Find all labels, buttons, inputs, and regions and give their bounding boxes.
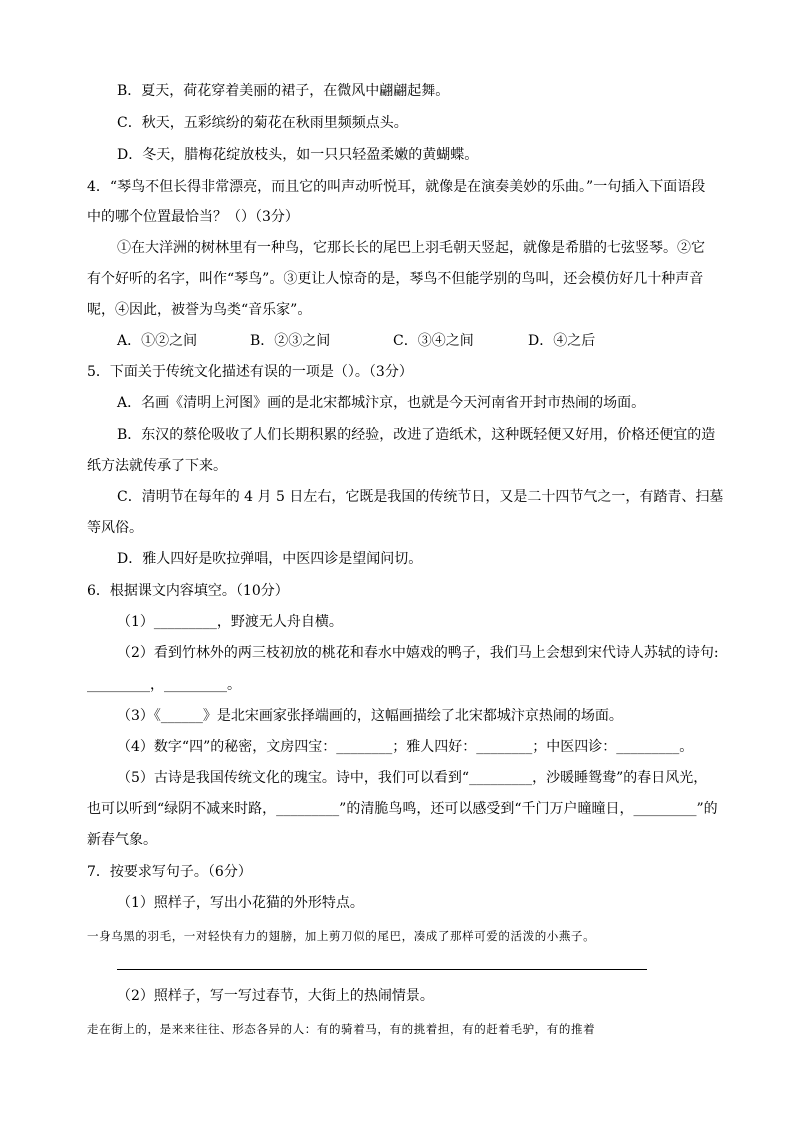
q5-option-b-line-1: B．东汉的蔡伦吸收了人们长期积累的经验，改进了造纸术，这种既轻便又好用，价格还便宜的造 <box>117 427 716 443</box>
answer-line <box>117 969 647 970</box>
q5-stem: 5．下面关于传统文化描述有误的一项是（）。（3分） <box>87 364 413 380</box>
q5-option-b-line-2: 纸方法就传承了下来。 <box>87 458 227 474</box>
q5-option-c-line-1: C．清明节在每年的 4 月 5 日左右，它既是我国的传统节日，又是二十四节气之一，有踏青、扫墓 <box>117 489 724 505</box>
q6-item-3: （3）《______》是北宋画家张择端画的，这幅画描绘了北宋都城汴京热闹的场面。 <box>117 708 623 724</box>
q4-passage-line-2: 有个好听的名字，叫作“琴鸟”。③更让人惊奇的是，琴鸟不但能学别的鸟叫，还会模仿好几十种声音 <box>87 271 704 287</box>
q5-option-a: A．名画《清明上河图》画的是北宋都城汴京，也就是今天河南省开封市热闹的场面。 <box>117 395 646 411</box>
q4-passage-line-1: ①在大洋洲的树林里有一种鸟，它那长长的尾巴上羽毛朝天竖起，就像是希腊的七弦竖琴。②它 <box>117 240 705 256</box>
q5-option-c-line-2: 等风俗。 <box>87 520 143 536</box>
q3-option-d: D．冬天，腊梅花绽放枝头，如一只只轻盈柔嫩的黄蝴蝶。 <box>117 147 479 163</box>
q6-item-5-line-1: （5）古诗是我国传统文化的瑰宝。诗中，我们可以看到“_________，沙暖睡鸳鸯”的春日风光， <box>117 770 708 786</box>
q7-stem: 7．按要求写句子。（6分） <box>87 864 252 880</box>
q4-option-a: A．①②之间 <box>117 333 198 349</box>
q4-option-c: C．③④之间 <box>393 333 474 349</box>
q7-example-1: 一身乌黑的羽毛，一对轻快有力的翅膀，加上剪刀似的尾巴，凑成了那样可爱的活泼的小燕子。 <box>87 929 596 943</box>
q4-option-b: B．②③之间 <box>250 333 331 349</box>
q6-item-5-line-3: 新春气象。 <box>87 832 157 848</box>
q6-stem: 6．根据课文内容填空。（10分） <box>87 583 289 599</box>
q7-item-2: （2）照样子，写一写过春节，大街上的热闹情景。 <box>117 988 434 1004</box>
q5-option-d: D．雅人四好是吹拉弹唱，中医四诊是望闻问切。 <box>117 551 423 567</box>
q6-item-2-line-1: （2）看到竹林外的两三枝初放的桃花和春水中嬉戏的鸭子，我们马上会想到宋代诗人苏轼的诗句: <box>117 645 719 661</box>
q6-item-5-line-2: 也可以听到“绿阴不减来时路，_________”的清脆鸟鸣，还可以感受到“千门万户曈曈日，_________”的 <box>87 801 718 817</box>
q3-option-b: B．夏天，荷花穿着美丽的裙子，在微风中翩翩起舞。 <box>117 83 450 99</box>
q7-example-2: 走在街上的，是来来往往、形态各异的人：有的骑着马，有的挑着担，有的赶着毛驴，有的推着 <box>87 1022 596 1036</box>
q3-option-c: C．秋天，五彩缤纷的菊花在秋雨里频频点头。 <box>117 115 408 131</box>
q4-stem-line-1: 4．“琴鸟不但长得非常漂亮，而且它的叫声动听悦耳，就像是在演奏美妙的乐曲。”一句插入下面语段 <box>87 179 706 195</box>
q4-passage-line-3: 呢，④因此，被誉为鸟类“音乐家”。 <box>87 302 312 318</box>
q4-option-d: D．④之后 <box>528 333 596 349</box>
q6-item-4: （4）数字“四”的秘密，文房四宝：________；雅人四好：________；中医四诊：_________。 <box>117 739 694 755</box>
q6-item-1: （1）_________，野渡无人舟自横。 <box>117 614 343 630</box>
q7-item-1: （1）照样子，写出小花猫的外形特点。 <box>117 895 364 911</box>
q6-item-2-line-2: _________，_________。 <box>87 677 241 693</box>
q4-stem-line-2: 中的哪个位置最恰当？（）（3分） <box>87 209 299 225</box>
